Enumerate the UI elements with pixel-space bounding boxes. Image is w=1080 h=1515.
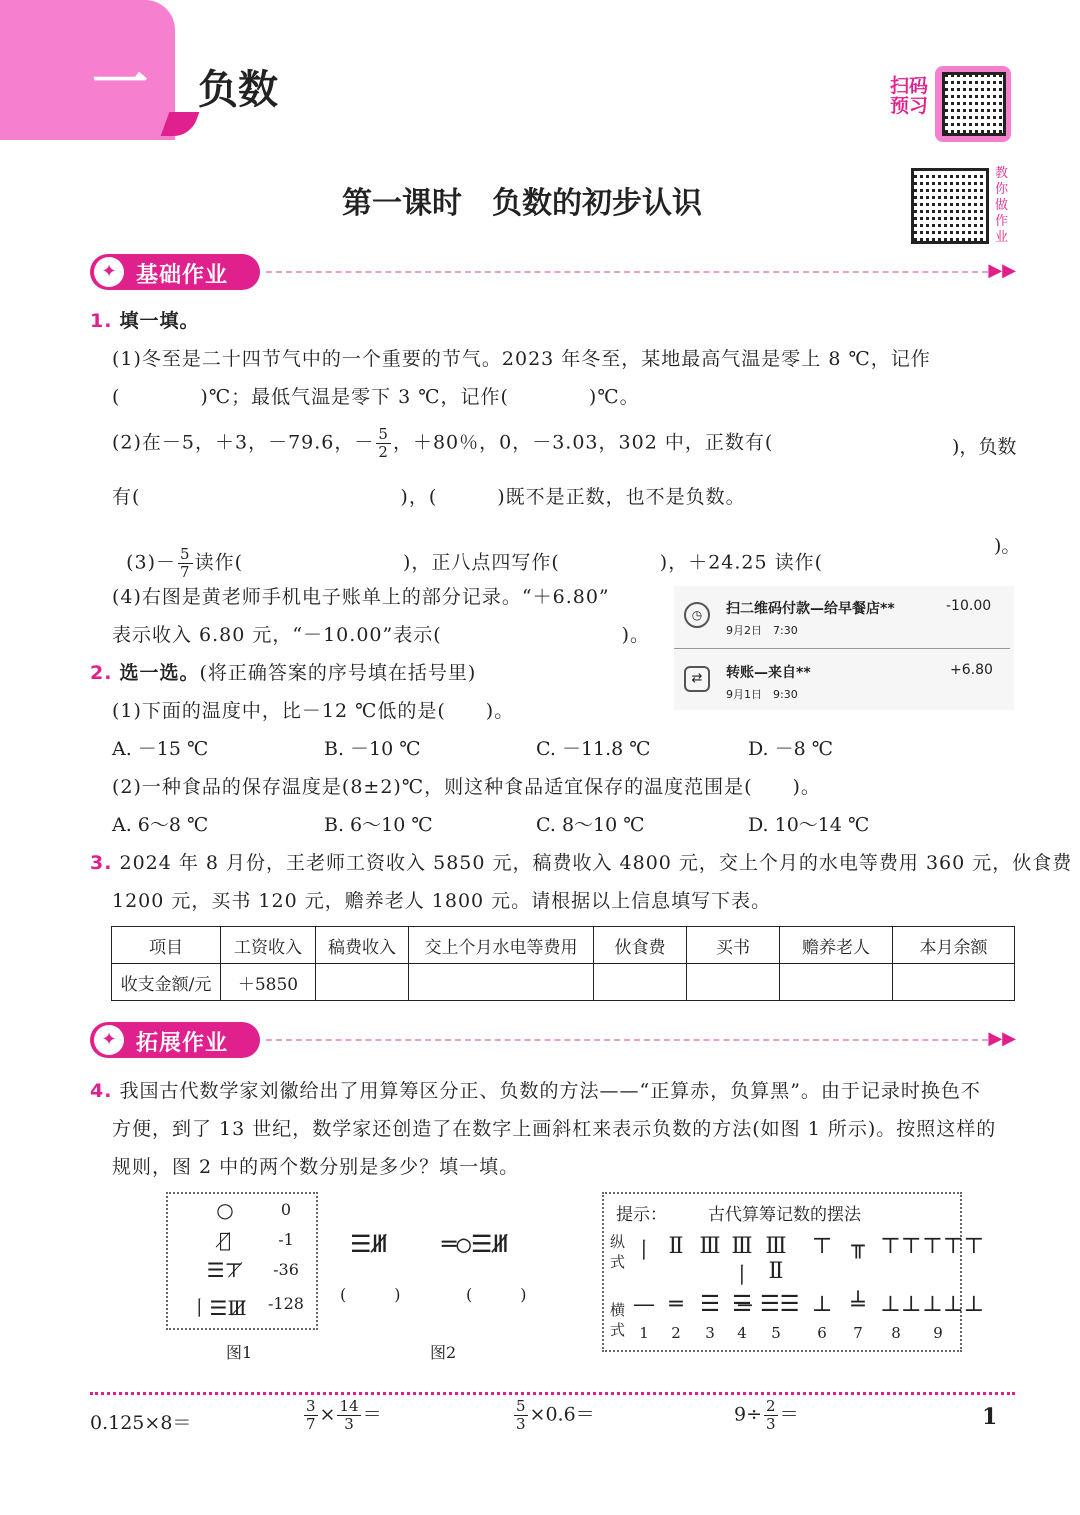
q1-p3	[112, 524, 823, 581]
vertical-label: 纵式	[610, 1233, 626, 1271]
q1-p1-line1: (1)冬至是二十四节气中的一个重要的节气。2023 年冬至，某地最高气温是零上 8 ℃，记作	[112, 348, 931, 370]
section-divider	[266, 1039, 998, 1041]
teach-label: 教你做作业	[995, 166, 1009, 245]
table-cell[interactable]	[316, 964, 409, 1001]
section-extend	[90, 1022, 260, 1058]
footer-calc-3	[512, 1398, 595, 1433]
table-cell[interactable]: ＋5850	[221, 964, 316, 1001]
q2-p1-option-d: D. －8 ℃	[748, 738, 834, 760]
q2-p1-option-a: A. －15 ℃	[112, 738, 209, 760]
q1-p1-line2: ( )℃；最低气温是零下 3 ℃，记作( )℃。	[112, 386, 640, 408]
horizontal-rod-5: ☰☰	[760, 1292, 800, 1317]
scan-label: 扫码预习	[890, 75, 929, 117]
operator: ×	[319, 1403, 336, 1426]
horizontal-rod-3: ☰	[700, 1292, 720, 1317]
horizontal-label: 横式	[610, 1301, 626, 1339]
rod-digit: 4	[737, 1324, 747, 1342]
q2-p2-option-b: B. 6～10 ℃	[324, 814, 433, 836]
bill-item1-date: 9月2日 7:30	[726, 624, 798, 637]
q1-p2-text-b: ，＋80％，0，－3.03，302 中，正数有(	[392, 431, 774, 454]
rod-value: -128	[268, 1294, 304, 1313]
rod-value: 0	[280, 1200, 292, 1219]
rod-value: -36	[273, 1260, 299, 1279]
vertical-rod-7: ╥	[851, 1234, 865, 1259]
table-header: 本月余额	[893, 927, 1015, 964]
q1-p4-line1: (4)右图是黄老师手机电子账单上的部分记录。“＋6.80”	[112, 586, 610, 608]
table-header: 交上个月水电等费用	[409, 927, 594, 964]
page-number: 1	[982, 1404, 998, 1430]
double-arrow-icon: ▶▶	[988, 1028, 1016, 1049]
q4-text: 我国古代数学家刘徽给出了用算筹区分正、负数的方法——“正算赤，负算黑”。由于记录时换色不	[119, 1080, 981, 1102]
q3-text: 2024 年 8 月份，王老师工资收入 5850 元，稿费收入 4800 元，交上个月的水电等费用 360 元，伙食费	[119, 852, 1073, 874]
rod-digit: 6	[817, 1324, 827, 1342]
q3-line2: 1200 元，买书 120 元，赡养老人 1800 元。请根据以上信息填写下表。	[112, 890, 772, 912]
q1-p3-text-a: (3)－	[126, 551, 177, 574]
fraction: $\frac{14}{3}$	[339, 1397, 359, 1433]
table-header: 项目	[112, 927, 221, 964]
rod-number: 丨̸	[218, 1228, 231, 1252]
horizontal-rod-9: ⊥⊥⊥	[922, 1292, 985, 1317]
q1-number: 1.	[90, 310, 113, 332]
vertical-rod-6: ⊤	[811, 1234, 833, 1259]
q1-p3-text-c: )。	[994, 535, 1021, 557]
vertical-rod-8: ⊤⊤	[880, 1234, 922, 1259]
q2-p2-option-c: C. 8～10 ℃	[536, 814, 645, 836]
hint-box	[602, 1192, 985, 1352]
bill-item1-amount: -10.00	[946, 598, 992, 614]
section-basic	[90, 254, 260, 290]
q1-p2-line2: 有( )，( )既不是正数，也不是负数。	[112, 486, 746, 508]
bill-card	[674, 586, 1014, 710]
rod-number: ☰⊤̸	[206, 1258, 244, 1282]
q2-p1-option-b: B. －10 ℃	[324, 738, 421, 760]
hint-title: 古代算筹记数的摆法	[708, 1205, 861, 1225]
rod-number: ○	[216, 1198, 234, 1222]
table-header: 伙食费	[594, 927, 687, 964]
vertical-rod-5: Ⅲ Ⅱ	[765, 1234, 787, 1284]
section-divider	[266, 271, 998, 273]
table-row-label: 收支金额/元	[112, 964, 221, 1001]
q4-line3: 规则，图 2 中的两个数分别是多少？填一填。	[112, 1156, 520, 1178]
rod-digit: 7	[853, 1324, 863, 1342]
table-header: 工资收入	[221, 927, 316, 964]
footer-calc-1: 0.125×8＝	[90, 1412, 192, 1434]
table-cell[interactable]	[687, 964, 780, 1001]
vertical-rod-3: Ⅲ	[699, 1234, 721, 1259]
rod-digit: 9	[933, 1324, 943, 1342]
double-arrow-icon: ▶▶	[988, 260, 1016, 281]
lesson-title: 第一课时 负数的初步认识	[342, 186, 702, 221]
unit-title: 负数	[198, 67, 278, 113]
q2-hint: (将正确答案的序号填在括号里)	[199, 662, 477, 684]
rod-digit: 3	[705, 1324, 715, 1342]
q4-number: 4.	[90, 1080, 113, 1102]
fraction: $\frac{5}{3}$	[516, 1397, 526, 1433]
q1-title: 填一填。	[119, 310, 200, 332]
table-cell[interactable]	[780, 964, 893, 1001]
vertical-rod-1: 丨	[632, 1239, 655, 1264]
rod-value: -1	[278, 1230, 294, 1249]
horizontal-rod-7: ╧	[851, 1292, 865, 1317]
q2-p2: (2)一种食品的保存温度是(8±2)℃，则这种食品适宜保存的温度范围是( )。	[112, 776, 821, 798]
rod-number: 丨☰Ⅲ̸	[189, 1296, 247, 1320]
horizontal-rod-2: ═	[669, 1292, 683, 1317]
figure-1	[166, 1192, 318, 1330]
q4-line1	[90, 1076, 981, 1103]
footer-divider	[90, 1392, 1015, 1395]
q2-number: 2.	[90, 662, 113, 684]
table-header: 赡养老人	[780, 927, 893, 964]
qr-homework-icon[interactable]	[911, 168, 989, 244]
rod-digit: 2	[671, 1324, 681, 1342]
unit-tab	[0, 0, 175, 140]
footer-calc-2	[302, 1398, 382, 1433]
figure-2-rod-1: ☰Ⅲ̸	[350, 1230, 389, 1258]
q3-number: 3.	[90, 852, 113, 874]
table-header: 买书	[687, 927, 780, 964]
fraction: $\frac{2}{3}$	[766, 1397, 776, 1433]
q1-p2-line1	[112, 426, 773, 461]
table-cell[interactable]	[893, 964, 1015, 1001]
section-basic-label: 基础作业	[136, 263, 229, 288]
q3-line1	[90, 848, 1072, 875]
table-header-row	[112, 927, 1015, 964]
section-extend-label: 拓展作业	[136, 1031, 229, 1056]
equals: ＝	[779, 1403, 799, 1426]
q2-p1: (1)下面的温度中，比－12 ℃低的是( )。	[112, 700, 515, 722]
q1-p2-text-c: )，负数	[952, 436, 1017, 458]
figure-2-blank-2[interactable]: ( )	[466, 1285, 527, 1304]
q1-p4-line2: 表示收入 6.80 元，“－10.00”表示( )。	[112, 624, 651, 646]
q2-p2-option-a: A. 6～8 ℃	[112, 814, 209, 836]
rod-digit: 5	[771, 1324, 781, 1342]
bill-item1-title: 扫二维码付款—给早餐店**	[726, 601, 895, 617]
calc-rest: ×0.6＝	[529, 1403, 595, 1426]
q1-heading	[90, 306, 200, 333]
q4-line2: 方便，到了 13 世纪，数学家还创造了在数字上画斜杠来表示负数的方法(如图 1 所示)。按照这样的	[112, 1118, 997, 1140]
q1-p3-text-b: 读作( )，正八点四写作( )，＋24.25 读作(	[194, 551, 824, 574]
transfer-icon: ⇄	[684, 666, 710, 692]
q2-heading	[90, 658, 476, 685]
lightbulb-icon: ✦	[94, 257, 124, 287]
horizontal-rod-1: —	[633, 1292, 655, 1317]
bill-item2-title: 转账—来自**	[726, 665, 811, 681]
q2-title: 选一选。	[119, 662, 200, 684]
horizontal-rod-4: ☰̶	[732, 1292, 752, 1317]
equals: ＝	[362, 1403, 382, 1426]
calc-prefix: 9÷	[734, 1403, 763, 1426]
qr-preview-icon[interactable]	[942, 72, 1006, 136]
bill-item2-amount: +6.80	[950, 662, 993, 678]
table-header: 稿费收入	[316, 927, 409, 964]
horizontal-rod-6: ⊥	[811, 1292, 833, 1317]
vertical-rod-2: Ⅱ	[668, 1234, 684, 1259]
fraction: $\frac{5}{2}$	[378, 425, 389, 461]
vertical-rod-9: ⊤⊤⊤	[922, 1234, 985, 1259]
horizontal-rod-8: ⊥⊥	[880, 1292, 922, 1317]
table-row	[112, 964, 1015, 1001]
fraction: $\frac{3}{7}$	[306, 1397, 316, 1433]
vertical-rod-4: Ⅲ丨	[730, 1234, 753, 1289]
figure-2-rod-2: ═○☰Ⅲ̸	[442, 1230, 509, 1258]
fraction: $\frac{5}{7}$	[180, 545, 191, 581]
table-cell[interactable]	[409, 964, 594, 1001]
footer-calc-4	[734, 1398, 799, 1433]
hint-label: 提示：	[616, 1205, 667, 1225]
q2-p1-option-c: C. －11.8 ℃	[536, 738, 651, 760]
rod-digit: 1	[639, 1324, 649, 1342]
unit-number: 一	[92, 51, 148, 116]
q1-p2-text-a: (2)在－5，＋3，－79.6，－	[112, 431, 375, 454]
figure-2-caption: 图2	[430, 1343, 457, 1362]
alarm-icon: ◷	[684, 602, 710, 628]
budget-table	[111, 926, 1015, 1001]
q2-p2-option-d: D. 10～14 ℃	[748, 814, 870, 836]
lightbulb-icon: ✦	[94, 1025, 124, 1055]
figure-1-caption: 图1	[226, 1343, 253, 1362]
table-cell[interactable]	[594, 964, 687, 1001]
bill-item2-date: 9月1日 9:30	[726, 688, 798, 701]
figure-2-blank-1[interactable]: ( )	[340, 1285, 401, 1304]
rod-digit: 8	[891, 1324, 901, 1342]
bill-divider	[674, 648, 1010, 649]
